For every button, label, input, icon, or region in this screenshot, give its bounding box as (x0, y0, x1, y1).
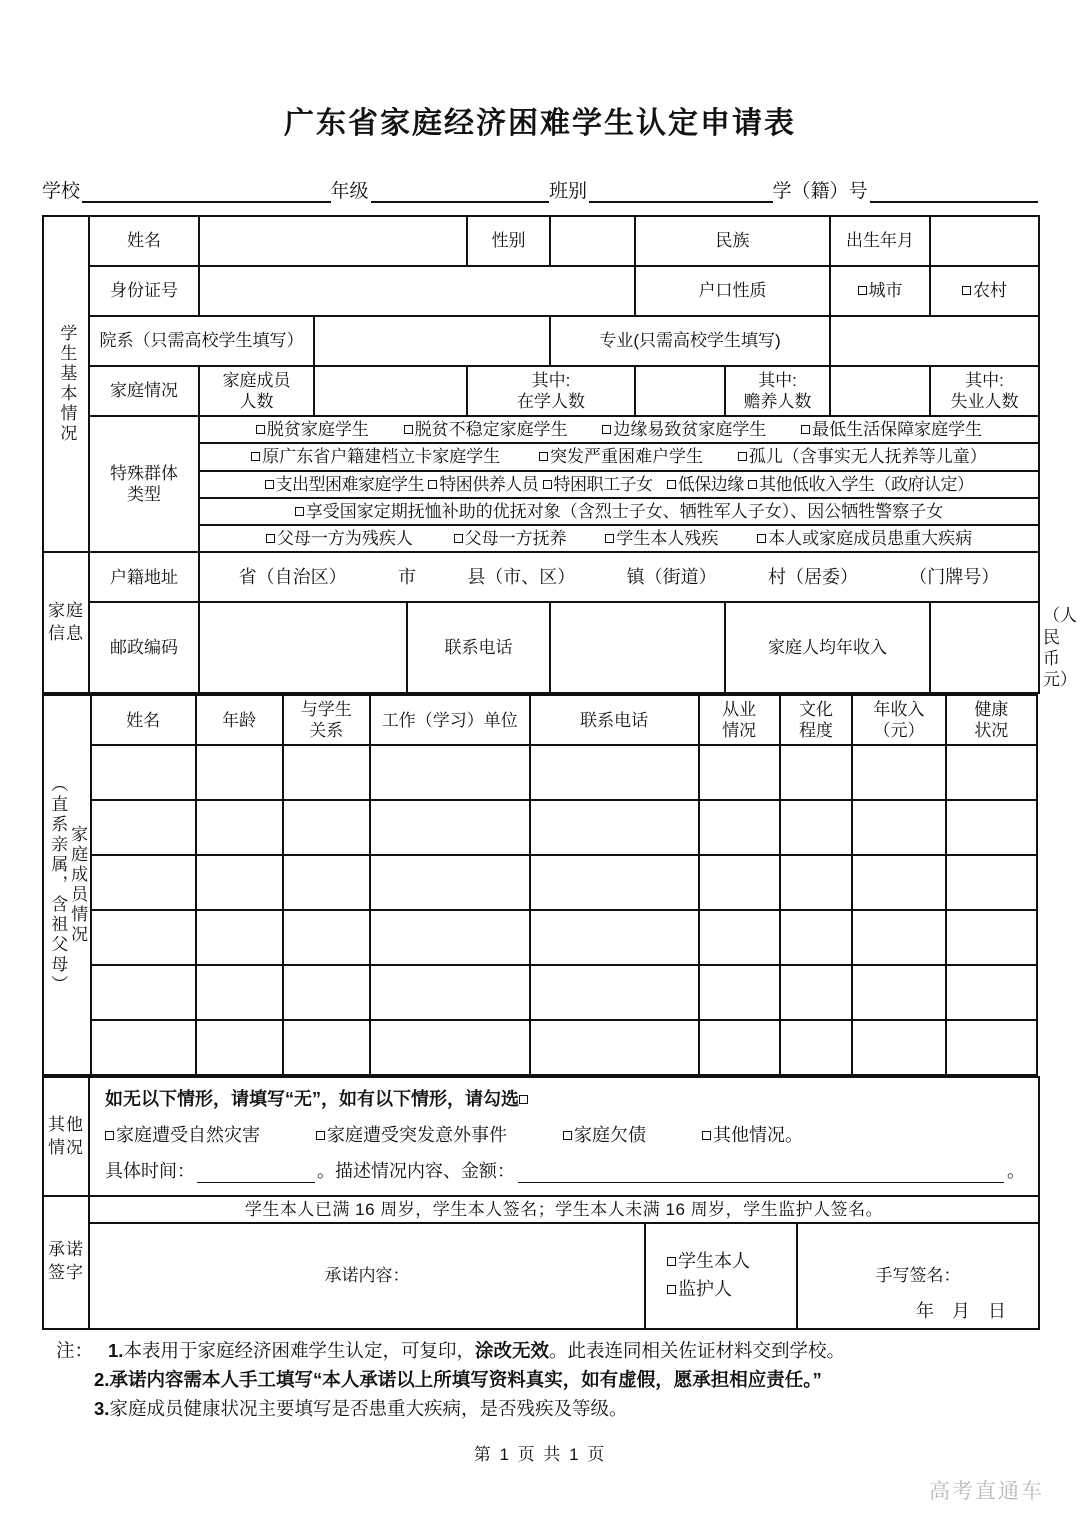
member-phone-cell[interactable] (530, 965, 699, 1020)
commit-side-label (43, 1196, 89, 1329)
checkbox-icon[interactable] (404, 425, 413, 434)
note-item-2 (42, 1365, 1038, 1394)
option-subsistence-margin[interactable]: 低保边缘 (667, 474, 744, 495)
note-3-number: 3. (94, 1398, 110, 1420)
page-indicator: 第 1 页 共 1 页 (473, 1444, 607, 1464)
option-poor-worker-child[interactable]: 特困职工子女 (543, 474, 653, 495)
checkbox-icon[interactable] (702, 1131, 711, 1140)
in-school-count-input-cell[interactable] (635, 366, 725, 416)
note-3-before: 家庭成员健康状况主要填写是否患重大疾病，是否残疾及等级。 (109, 1398, 628, 1420)
member-annual-income-cell[interactable] (852, 1020, 945, 1075)
member-relation-cell[interactable] (283, 800, 370, 855)
row-special-group-1 (43, 416, 1039, 443)
option-sudden-accident[interactable]: 家庭遭受突发意外事件 (316, 1124, 507, 1147)
household-city-option[interactable] (830, 266, 930, 316)
date-day-label: 日 (988, 1300, 1025, 1321)
table-row (43, 910, 1037, 965)
special-group-options-row-2 (199, 443, 1039, 470)
row-household-address (43, 552, 1039, 602)
special-group-options-row-5 (199, 525, 1039, 552)
member-employment-cell[interactable] (699, 745, 780, 800)
note-2-before: 承诺内容需本人手工填写 (109, 1369, 313, 1391)
checkbox-icon[interactable] (858, 286, 867, 295)
checkbox-icon[interactable] (667, 1285, 676, 1294)
row-basic-name (43, 216, 1039, 266)
col-header-health: 健康 状况 (946, 695, 1037, 745)
dependent-count-label-cell: 其中: 赡养人数 (725, 366, 830, 416)
members-side-label-main: 家庭成员情况 (68, 825, 88, 946)
note-2-number: 2. (94, 1369, 110, 1391)
option-family-debt[interactable]: 家庭欠债 (563, 1124, 646, 1147)
option-other-low-income[interactable]: 其他低收入学生（政府认定） (748, 474, 974, 495)
table-row (43, 855, 1037, 910)
address-input-cell[interactable] (199, 552, 1039, 602)
checkbox-icon[interactable] (605, 534, 614, 543)
table-row (43, 800, 1037, 855)
member-education-cell[interactable] (780, 800, 853, 855)
class-label: 班别 (549, 181, 588, 202)
member-name-cell[interactable] (91, 910, 196, 965)
member-work-unit-cell[interactable] (370, 745, 530, 800)
other-label-l2: 情况 (48, 1137, 84, 1157)
member-phone-cell[interactable] (530, 800, 699, 855)
member-work-unit-cell[interactable] (370, 965, 530, 1020)
commit-label-l2: 签字 (48, 1263, 84, 1283)
row-family-counts (43, 366, 1039, 416)
row-department-major (43, 316, 1039, 366)
option-parent-disabled[interactable]: 父母一方为残疾人 (266, 528, 413, 549)
birth-label-cell: 出生年月 (830, 216, 930, 266)
household-type-label-cell: 户口性质 (635, 266, 830, 316)
row-commit-body (43, 1223, 1039, 1329)
member-education-cell[interactable] (780, 910, 853, 965)
row-commit-age-rule (43, 1196, 1039, 1223)
option-major-illness[interactable]: 本人或家庭成员患重大疾病 (757, 528, 972, 549)
id-number-label-cell: 身份证号 (89, 266, 199, 316)
checkbox-icon[interactable] (251, 452, 260, 461)
col-header-education: 文化 程度 (780, 695, 853, 745)
address-house-number: （门牌号） (909, 567, 1000, 587)
table-row (43, 745, 1037, 800)
phone-label-cell: 联系电话 (407, 602, 550, 693)
member-name-cell[interactable] (91, 965, 196, 1020)
school-label: 学校 (42, 181, 81, 202)
member-annual-income-cell[interactable] (852, 745, 945, 800)
postcode-label-cell: 邮政编码 (89, 602, 199, 693)
grade-input-blank[interactable] (371, 182, 549, 203)
col-header-phone: 联系电话 (530, 695, 699, 745)
note-item-1 (42, 1336, 1038, 1365)
note-item-3 (42, 1394, 1038, 1423)
col-header-relation: 与学生 关系 (283, 695, 370, 745)
other-detail-line (105, 1160, 1025, 1183)
note-2-bold: “本人承诺以上所填写资料真实，如有虚假，愿承担相应责任。” (312, 1369, 822, 1391)
family-info-label-l2: 信息 (48, 623, 84, 643)
department-label-cell: 院系（只需高校学生填写） (89, 316, 314, 366)
address-town: 镇（街道） (626, 567, 717, 587)
form-notes (42, 1336, 1038, 1424)
col-header-age: 年龄 (196, 695, 283, 745)
handwrite-label: 手写签名： (875, 1266, 961, 1286)
member-employment-cell[interactable] (699, 1020, 780, 1075)
signer-guardian-option[interactable]: 监护人 (667, 1276, 793, 1304)
family-status-label-cell: 家庭情况 (89, 366, 199, 416)
household-rural-label: 农村 (973, 281, 1008, 301)
col-header-annual-income: 年收入 （元） (852, 695, 945, 745)
other-options-row (105, 1124, 1025, 1147)
member-age-cell[interactable] (196, 855, 283, 910)
in-school-count-label-cell: 其中: 在学人数 (467, 366, 635, 416)
department-input-cell[interactable] (314, 316, 550, 366)
checkbox-icon[interactable] (667, 1257, 676, 1266)
table-row (43, 1020, 1037, 1075)
option-single-parent-support[interactable]: 父母一方抚养 (454, 528, 567, 549)
checkbox-icon[interactable] (801, 425, 810, 434)
option-state-pension-preferential[interactable]: 享受国家定期抚恤补助的优抚对象（含烈士子女、牺牲军人子女）、因公牺牲警察子女 (295, 501, 944, 522)
signature-date-line (916, 1300, 1024, 1323)
member-annual-income-cell[interactable] (852, 800, 945, 855)
special-group-options-row-3 (199, 471, 1039, 498)
birth-input-cell[interactable] (930, 216, 1039, 266)
member-education-cell[interactable] (780, 855, 853, 910)
option-poverty-alleviated[interactable]: 脱贫家庭学生 (256, 419, 369, 440)
member-phone-cell[interactable] (530, 745, 699, 800)
student-basic-side-label: 学生基本情况 (43, 216, 89, 552)
option-unstable-poverty-exit[interactable]: 脱贫不稳定家庭学生 (404, 419, 568, 440)
member-name-cell[interactable] (91, 745, 196, 800)
member-annual-income-cell[interactable] (852, 910, 945, 965)
note-1-after: 。此表连同相关佐证材料交到学校。 (548, 1340, 845, 1361)
checkbox-icon[interactable] (962, 286, 971, 295)
signer-type-cell (645, 1223, 797, 1329)
member-employment-cell[interactable] (699, 855, 780, 910)
address-city: 市 (397, 567, 416, 587)
member-annual-income-cell[interactable] (852, 855, 945, 910)
commit-content-cell[interactable] (89, 1223, 645, 1329)
member-education-cell[interactable] (780, 965, 853, 1020)
option-extreme-poverty-support[interactable]: 特困供养人员 (428, 474, 538, 495)
date-month-label: 月 (952, 1300, 989, 1321)
members-header-row (43, 695, 1037, 745)
watermark: 高考直通车 (929, 1480, 1044, 1503)
checkbox-icon[interactable] (519, 1095, 528, 1104)
option-natural-disaster[interactable]: 家庭遭受自然灾害 (105, 1124, 260, 1147)
other-label-l1: 其他 (48, 1114, 84, 1134)
member-age-cell[interactable] (196, 1020, 283, 1075)
row-postcode-phone-income: 邮政编码 联系电话 家庭人均年收入 （人民币元） (43, 602, 1039, 693)
name-input-cell[interactable] (199, 216, 467, 266)
avg-income-label-cell: 家庭人均年收入 (725, 602, 930, 693)
commit-age-rule-text: 学生本人已满 16 周岁，学生本人签名；学生本人未满 16 周岁，学生监护人签名。 (89, 1196, 1039, 1223)
checkbox-icon[interactable] (454, 534, 463, 543)
checkbox-icon[interactable] (543, 480, 552, 489)
col-header-name: 姓名 (91, 695, 196, 745)
member-health-cell[interactable] (946, 745, 1037, 800)
commit-content-label: 承诺内容： (324, 1266, 410, 1286)
member-health-cell[interactable] (946, 965, 1037, 1020)
checkbox-icon[interactable] (738, 452, 747, 461)
member-work-unit-cell[interactable] (370, 1020, 530, 1075)
family-member-count-input-cell[interactable] (314, 366, 467, 416)
phone-input-cell[interactable] (550, 602, 725, 693)
handwritten-signature-cell[interactable] (797, 1223, 1039, 1329)
member-age-cell[interactable] (196, 745, 283, 800)
member-phone-cell[interactable] (530, 855, 699, 910)
address-label-cell: 户籍地址 (89, 552, 199, 602)
option-expenditure-type-difficulty[interactable]: 支出型困难家庭学生 (265, 474, 425, 495)
option-other-circumstance[interactable]: 其他情况。 (702, 1124, 803, 1147)
major-label-cell: 专业(只需高校学生填写) (550, 316, 830, 366)
option-marginal-poverty-risk[interactable]: 边缘易致贫家庭学生 (602, 419, 766, 440)
members-side-label-paren: （直系亲属，含祖父母） (48, 775, 68, 996)
other-situation-side-label (43, 1077, 89, 1196)
notes-prefix: 注： (56, 1340, 94, 1361)
header-blank-line (42, 176, 1038, 203)
family-member-count-label-cell: 家庭成员 人数 (199, 366, 314, 416)
date-year-label: 年 (916, 1300, 953, 1321)
member-age-cell[interactable] (196, 800, 283, 855)
family-info-side-label (43, 552, 89, 693)
household-city-label: 城市 (868, 281, 903, 301)
checkbox-icon[interactable] (667, 480, 676, 489)
member-relation-cell[interactable] (283, 855, 370, 910)
member-employment-cell[interactable] (699, 800, 780, 855)
member-relation-cell[interactable] (283, 910, 370, 965)
main-form-table (42, 215, 1078, 694)
avg-income-input-cell[interactable] (930, 602, 1039, 693)
note-1-bold: 涂改无效 (474, 1340, 549, 1361)
option-minimum-living-guarantee[interactable]: 最低生活保障家庭学生 (801, 419, 982, 440)
family-members-table (42, 694, 1038, 1076)
checkbox-icon[interactable] (539, 452, 548, 461)
checkbox-icon[interactable] (266, 534, 275, 543)
specific-time-input-blank[interactable] (197, 1165, 315, 1183)
checkbox-icon[interactable] (316, 1131, 325, 1140)
signer-student-option[interactable]: 学生本人 (667, 1248, 793, 1276)
checkbox-icon[interactable] (602, 425, 611, 434)
member-health-cell[interactable] (946, 855, 1037, 910)
row-other-situation (43, 1077, 1039, 1196)
note-1-number: 1. (108, 1340, 124, 1361)
school-input-blank[interactable] (82, 182, 330, 203)
special-group-options-row-4 (199, 498, 1039, 525)
other-situation-content (89, 1077, 1039, 1196)
checkbox-icon[interactable] (105, 1131, 114, 1140)
class-input-blank[interactable] (589, 182, 772, 203)
member-phone-cell[interactable] (530, 910, 699, 965)
other-instruction-line: 如无以下情形，请填写“无”，如有以下情形，请勾选 (105, 1088, 1025, 1111)
member-name-cell[interactable] (91, 855, 196, 910)
page-title: 广东省家庭经济困难学生认定申请表 (284, 106, 796, 141)
member-employment-cell[interactable] (699, 910, 780, 965)
member-name-cell[interactable] (91, 800, 196, 855)
special-group-options-row-1 (199, 416, 1039, 443)
member-relation-cell[interactable] (283, 745, 370, 800)
col-header-work-unit: 工作（学习）单位 (370, 695, 530, 745)
member-work-unit-cell[interactable] (370, 855, 530, 910)
option-registered-card-household[interactable]: 原广东省户籍建档立卡家庭学生 (251, 446, 500, 467)
member-relation-cell[interactable] (283, 1020, 370, 1075)
member-employment-cell[interactable] (699, 965, 780, 1020)
row-id-number (43, 266, 1039, 316)
household-rural-option[interactable] (930, 266, 1039, 316)
note-1-before: 本表用于家庭经济困难学生认定，可复印， (123, 1340, 475, 1361)
other-and-commit-table (42, 1076, 1040, 1330)
checkbox-icon[interactable] (265, 480, 274, 489)
dependent-count-input-cell[interactable] (830, 366, 930, 416)
member-age-cell[interactable] (196, 965, 283, 1020)
member-education-cell[interactable] (780, 745, 853, 800)
member-annual-income-cell[interactable] (852, 965, 945, 1020)
specific-time-label: 具体时间： (105, 1161, 195, 1182)
member-health-cell[interactable] (946, 1020, 1037, 1075)
checkbox-icon[interactable] (563, 1131, 572, 1140)
describe-label: 。描述情况内容、金额： (317, 1161, 515, 1182)
address-county: 县（市、区） (467, 567, 576, 587)
unemployed-count-label-cell: 其中: 失业人数 (930, 366, 1039, 416)
address-village: 村（居委） (767, 567, 858, 587)
col-header-employment: 从业 情况 (699, 695, 780, 745)
name-label-cell: 姓名 (89, 216, 199, 266)
member-work-unit-cell[interactable] (370, 800, 530, 855)
option-sudden-severe-difficulty[interactable]: 突发严重困难户学生 (539, 446, 703, 467)
major-input-cell[interactable] (830, 316, 1039, 366)
member-relation-cell[interactable] (283, 965, 370, 1020)
student-id-input-blank[interactable] (870, 182, 1038, 203)
commit-label-l1: 承诺 (48, 1240, 84, 1260)
gender-input-cell[interactable] (550, 216, 635, 266)
member-health-cell[interactable] (946, 910, 1037, 965)
option-student-disabled[interactable]: 学生本人残疾 (605, 528, 718, 549)
members-side-label (43, 695, 91, 1075)
other-end-punct: 。 (1007, 1161, 1026, 1182)
ethnicity-label-cell: 民族 (635, 216, 830, 266)
member-phone-cell[interactable] (530, 1020, 699, 1075)
option-orphan[interactable]: 孤儿（含事实无人抚养等儿童） (738, 446, 987, 467)
describe-input-blank[interactable] (518, 1165, 1004, 1183)
gender-label-cell: 性别 (467, 216, 550, 266)
address-province: 省（自治区） (238, 567, 347, 587)
checkbox-icon[interactable] (295, 507, 304, 516)
student-id-label: 学（籍）号 (772, 181, 868, 202)
checkbox-icon[interactable] (757, 534, 766, 543)
member-education-cell[interactable] (780, 1020, 853, 1075)
id-number-input-cell[interactable] (199, 266, 635, 316)
member-health-cell[interactable] (946, 800, 1037, 855)
postcode-input-cell[interactable] (199, 602, 407, 693)
member-name-cell[interactable] (91, 1020, 196, 1075)
table-row (43, 965, 1037, 1020)
checkbox-icon[interactable] (256, 425, 265, 434)
grade-label: 年级 (330, 181, 369, 202)
special-group-label-cell: 特殊群体 类型 (89, 416, 199, 552)
member-work-unit-cell[interactable] (370, 910, 530, 965)
member-age-cell[interactable] (196, 910, 283, 965)
family-info-label-l1: 家庭 (48, 600, 84, 620)
checkbox-icon[interactable] (428, 480, 437, 489)
checkbox-icon[interactable] (748, 480, 757, 489)
